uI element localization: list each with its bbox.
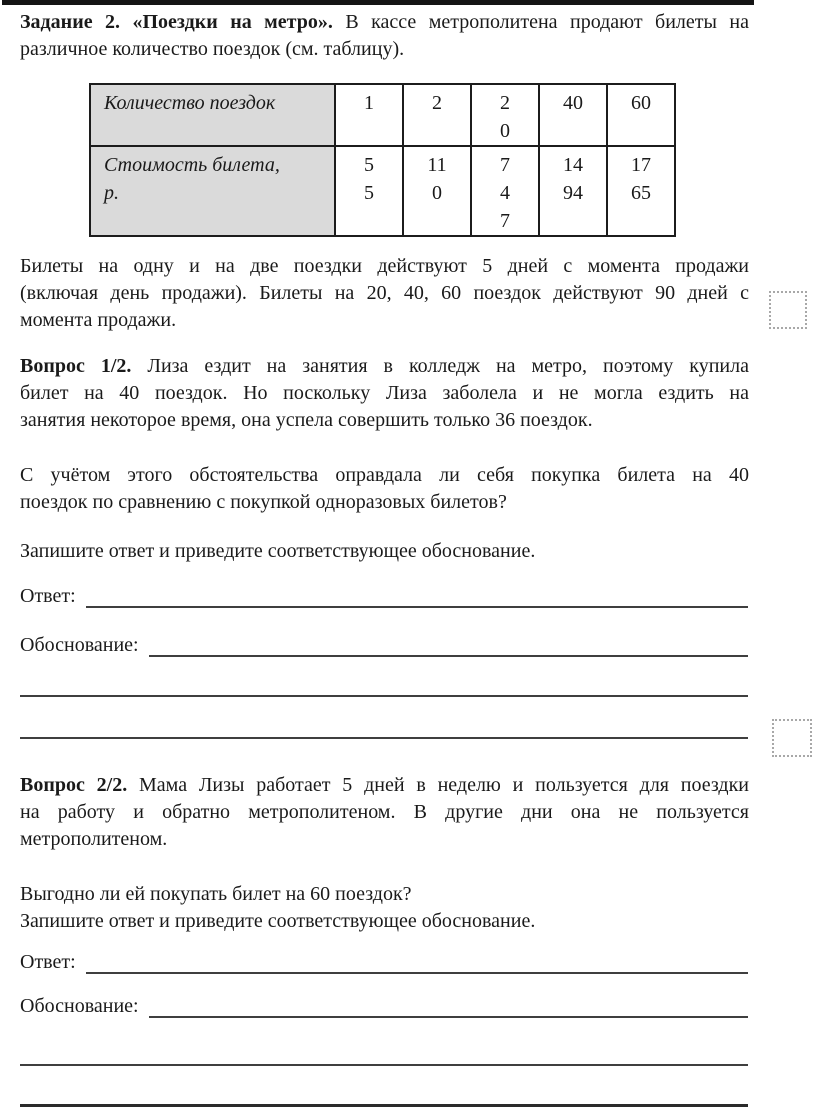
- q2-answer-field[interactable]: [86, 950, 748, 974]
- table-header-cell-price: [90, 146, 335, 236]
- q1-justification-label: Обоснование:: [20, 634, 139, 656]
- question-1-text: Лиза ездит на занятия в колледж на метро, поэтому купила: [131, 355, 749, 377]
- q2-answer-row: [20, 950, 748, 974]
- cell-value: 7: [500, 210, 510, 232]
- cell-value: 40: [563, 92, 583, 114]
- table-cell: [471, 146, 539, 236]
- instruction-text: Запишите ответ и приведите соответствующее обоснование.: [20, 540, 536, 562]
- validity-line-3: момента продажи.: [20, 309, 177, 331]
- table-cell: [471, 84, 539, 146]
- fares-table: [89, 83, 676, 237]
- validity-line-1: Билеты на одну и на две поездки действуют 5 дней с момента продажи: [20, 255, 749, 277]
- margin-marker-box-1: [769, 291, 807, 329]
- table-header-label: р.: [104, 182, 119, 204]
- margin-marker-box-2: [772, 719, 812, 757]
- q2-justification-row: [20, 994, 748, 1018]
- task-intro-text: В кассе метрополитена продают билеты на: [332, 11, 749, 33]
- q2-justification-line-3[interactable]: [20, 1104, 748, 1107]
- page-top-divider: [2, 0, 754, 5]
- table-cell: [335, 146, 403, 236]
- question-1-paragraph: [20, 353, 749, 434]
- cell-value: 2: [432, 92, 442, 114]
- cell-value: 5: [364, 182, 374, 204]
- table-header-label: Стоимость билета,: [104, 154, 280, 176]
- question-1-line-3: занятия некоторое время, она успела совершить только 36 поездок.: [20, 409, 593, 431]
- task-intro-line-2: различное количество поездок (см. таблицу).: [20, 38, 405, 60]
- question-2-prompt: Выгодно ли ей покупать билет на 60 поездок?: [20, 883, 412, 905]
- validity-line-2: (включая день продажи). Билеты на 20, 40, 60 поездок действуют 90 дней с: [20, 282, 749, 304]
- task-title: Задание 2. «Поездки на метро».: [20, 11, 333, 33]
- question-2-line-1: [20, 772, 749, 799]
- question-1-line-1: [20, 353, 749, 380]
- table-cell: [403, 84, 471, 146]
- ticket-validity-paragraph: [20, 253, 749, 334]
- question-2-prompt-paragraph: [20, 881, 749, 935]
- table-row-price: [90, 146, 675, 236]
- task-intro-line-1: [20, 9, 749, 36]
- cell-value: 4: [500, 182, 510, 204]
- q2-answer-label: Ответ:: [20, 951, 76, 973]
- q1-justification-field[interactable]: [149, 633, 748, 657]
- cell-value: 0: [432, 182, 442, 204]
- cell-value: 11: [427, 154, 447, 176]
- table-header-label: Количество поездок: [104, 92, 276, 114]
- cell-value: 5: [364, 154, 374, 176]
- question-2-label: Вопрос 2/2.: [20, 774, 128, 796]
- table-cell: [539, 146, 607, 236]
- cell-value: 14: [563, 154, 583, 176]
- cell-value: 0: [500, 120, 510, 142]
- question-2-text: Мама Лизы работает 5 дней в неделю и пользуется для поездки: [127, 774, 749, 796]
- q1-answer-field[interactable]: [86, 584, 748, 608]
- table-cell: [607, 146, 675, 236]
- q1-justification-line-2[interactable]: [20, 695, 748, 697]
- q2-justification-line-2[interactable]: [20, 1064, 748, 1066]
- table-cell: [403, 146, 471, 236]
- table-row-trips: [90, 84, 675, 146]
- table-cell: [607, 84, 675, 146]
- question-1-line-2: билет на 40 поездок. Но поскольку Лиза заболела и не могла ездить на: [20, 382, 749, 404]
- q2-justification-label: Обоснование:: [20, 995, 139, 1017]
- question-1-followup-paragraph: [20, 462, 749, 516]
- table-header-cell-trips: [90, 84, 335, 146]
- cell-value: 2: [500, 92, 510, 114]
- cell-value: 17: [631, 154, 651, 176]
- cell-value: 65: [631, 182, 651, 204]
- q1-justification-row: [20, 633, 748, 657]
- question-2-paragraph: [20, 772, 749, 853]
- question-1-label: Вопрос 1/2.: [20, 355, 132, 377]
- question-1-instruction: [20, 538, 749, 565]
- question-2-line-3: метрополитеном.: [20, 828, 168, 850]
- question-2-line-2: на работу и обратно метрополитеном. В другие дни она не пользуется: [20, 801, 749, 823]
- question-1-followup-line-1: С учётом этого обстоятельства оправдала ли себя покупка билета на 40: [20, 464, 749, 486]
- cell-value: 94: [563, 182, 583, 204]
- q2-justification-field[interactable]: [149, 994, 748, 1018]
- cell-value: 60: [631, 92, 651, 114]
- q1-answer-label: Ответ:: [20, 585, 76, 607]
- cell-value: 7: [500, 154, 510, 176]
- task-intro-paragraph: [20, 9, 749, 63]
- table-cell: [539, 84, 607, 146]
- q1-answer-row: [20, 584, 748, 608]
- q1-justification-line-3[interactable]: [20, 737, 748, 739]
- table-cell: [335, 84, 403, 146]
- question-1-followup-line-2: поездок по сравнению с покупкой одноразовых билетов?: [20, 491, 507, 513]
- question-2-instruction: Запишите ответ и приведите соответствующее обоснование.: [20, 910, 536, 932]
- cell-value: 1: [364, 92, 374, 114]
